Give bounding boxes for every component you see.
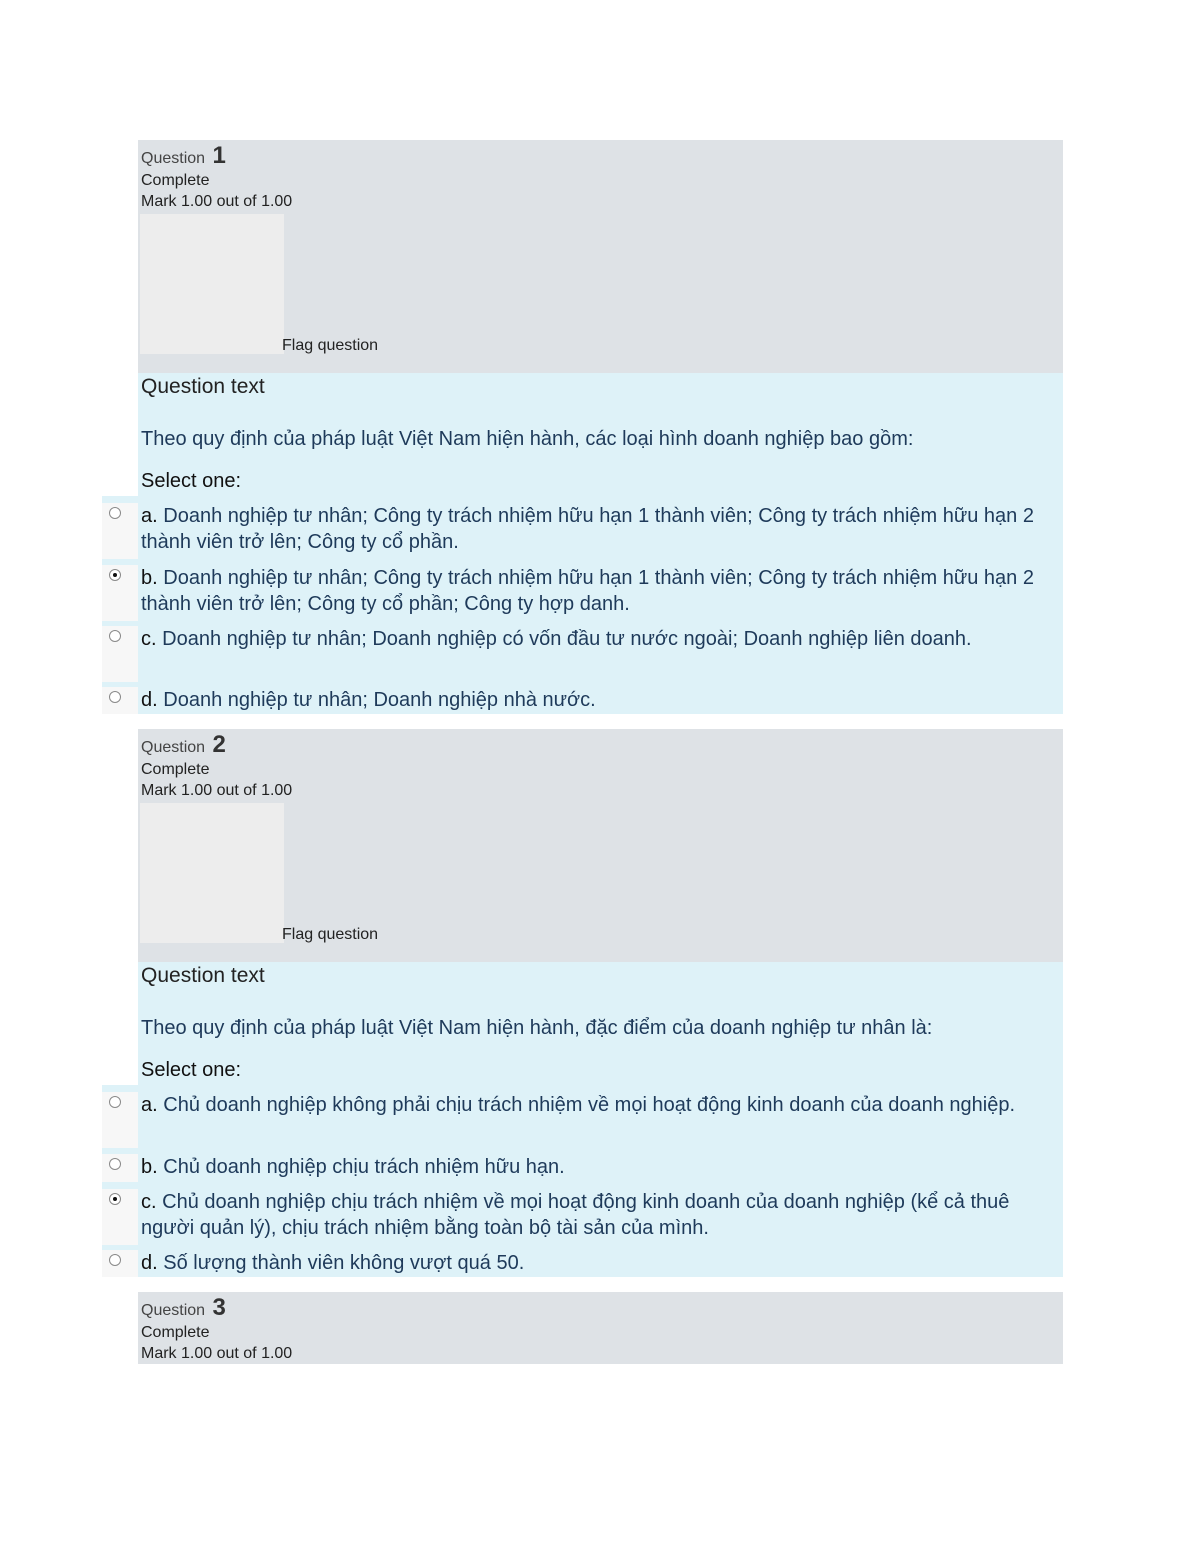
answer-text: Chủ doanh nghiệp chịu trách nhiệm về mọi hoạt động kinh doanh của doanh nghiệp (kể cả thuê người quản lý), chịu trách nhiệm bằng toàn bộ tài sản của mình. — [141, 1191, 1010, 1239]
answer-option-a[interactable] — [102, 1092, 1063, 1148]
radio-button[interactable] — [109, 507, 121, 519]
answer-letter: b. — [141, 567, 158, 589]
answer-text: Số lượng thành viên không vượt quá 50. — [163, 1252, 525, 1274]
flag-question-link[interactable]: Flag question — [282, 926, 379, 943]
radio-button[interactable] — [109, 1158, 121, 1170]
question-text: Theo quy định của pháp luật Việt Nam hiện hành, các loại hình doanh nghiệp bao gồm: — [141, 428, 914, 450]
radio-button[interactable] — [109, 1254, 121, 1266]
answer-label[interactable] — [141, 1189, 1046, 1241]
question-number-value: 1 — [212, 142, 226, 169]
question-state: Complete — [141, 761, 210, 778]
question-number — [141, 142, 226, 170]
question-number — [141, 731, 226, 759]
question-text-heading: Question text — [141, 375, 265, 398]
question-number-value: 2 — [212, 731, 226, 758]
question-label: Question — [141, 1302, 206, 1319]
question-text: Theo quy định của pháp luật Việt Nam hiện hành, đặc điểm của doanh nghiệp tư nhân là: — [141, 1017, 933, 1039]
answer-text: Chủ doanh nghiệp không phải chịu trách nhiệm về mọi hoạt động kinh doanh của doanh nghiệp. — [163, 1094, 1015, 1116]
answer-label[interactable] — [141, 1154, 1046, 1180]
question-grade: Mark 1.00 out of 1.00 — [141, 1345, 293, 1362]
answer-letter: a. — [141, 1094, 158, 1116]
answer-option-c[interactable] — [102, 626, 1063, 682]
answer-letter: c. — [141, 628, 157, 650]
flag-question-link[interactable]: Flag question — [282, 337, 379, 354]
question-state: Complete — [141, 1324, 210, 1341]
answer-text: Doanh nghiệp tư nhân; Công ty trách nhiệm hữu hạn 1 thành viên; Công ty trách nhiệm hữu hạn 2 thành viên trở lên; Công ty cổ phần; Công ty hợp danh. — [141, 567, 1034, 615]
radio-button[interactable] — [109, 1096, 121, 1108]
radio-button[interactable] — [109, 691, 121, 703]
radio-cell — [102, 687, 138, 714]
radio-button-selected[interactable] — [109, 569, 121, 581]
radio-cell — [102, 1154, 138, 1182]
flag-icon[interactable] — [140, 214, 284, 354]
question-text-heading: Question text — [141, 964, 265, 987]
question-2-info — [138, 729, 1063, 962]
answer-letter: c. — [141, 1191, 157, 1213]
answer-label[interactable] — [141, 626, 1046, 652]
answer-text: Doanh nghiệp tư nhân; Doanh nghiệp có vốn đầu tư nước ngoài; Doanh nghiệp liên doanh. — [162, 628, 972, 650]
answer-label[interactable] — [141, 1092, 1046, 1118]
answer-letter: d. — [141, 689, 158, 711]
question-grade: Mark 1.00 out of 1.00 — [141, 193, 293, 210]
question-1-content — [102, 373, 1063, 714]
answer-option-d[interactable] — [102, 1250, 1063, 1277]
answer-label[interactable] — [141, 687, 1046, 713]
radio-column — [102, 373, 138, 496]
question-grade: Mark 1.00 out of 1.00 — [141, 782, 293, 799]
question-1-info — [138, 140, 1063, 373]
answer-text: Doanh nghiệp tư nhân; Công ty trách nhiệm hữu hạn 1 thành viên; Công ty trách nhiệm hữu hạn 2 thành viên trở lên; Công ty cổ phần. — [141, 505, 1034, 553]
question-3-info — [138, 1292, 1063, 1364]
question-state: Complete — [141, 172, 210, 189]
answer-text: Chủ doanh nghiệp chịu trách nhiệm hữu hạn. — [163, 1156, 565, 1178]
answer-option-b[interactable] — [102, 1154, 1063, 1182]
radio-cell — [102, 1250, 138, 1277]
select-one-prompt: Select one: — [141, 1059, 242, 1081]
answer-letter: b. — [141, 1156, 158, 1178]
radio-column — [102, 962, 138, 1085]
answer-option-b[interactable] — [102, 565, 1063, 621]
answer-text: Doanh nghiệp tư nhân; Doanh nghiệp nhà nước. — [163, 689, 596, 711]
answer-label[interactable] — [141, 565, 1046, 617]
question-2-content — [102, 962, 1063, 1277]
radio-button[interactable] — [109, 630, 121, 642]
answer-label[interactable] — [141, 1250, 1046, 1276]
answer-letter: a. — [141, 505, 158, 527]
answer-label[interactable] — [141, 503, 1046, 555]
answer-option-c[interactable] — [102, 1189, 1063, 1245]
answer-letter: d. — [141, 1252, 158, 1274]
question-number — [141, 1294, 226, 1322]
question-label: Question — [141, 739, 206, 756]
question-label: Question — [141, 150, 206, 167]
question-number-value: 3 — [212, 1294, 226, 1321]
answer-option-a[interactable] — [102, 503, 1063, 559]
answer-option-d[interactable] — [102, 687, 1063, 714]
select-one-prompt: Select one: — [141, 470, 242, 492]
flag-icon[interactable] — [140, 803, 284, 943]
radio-button-selected[interactable] — [109, 1193, 121, 1205]
